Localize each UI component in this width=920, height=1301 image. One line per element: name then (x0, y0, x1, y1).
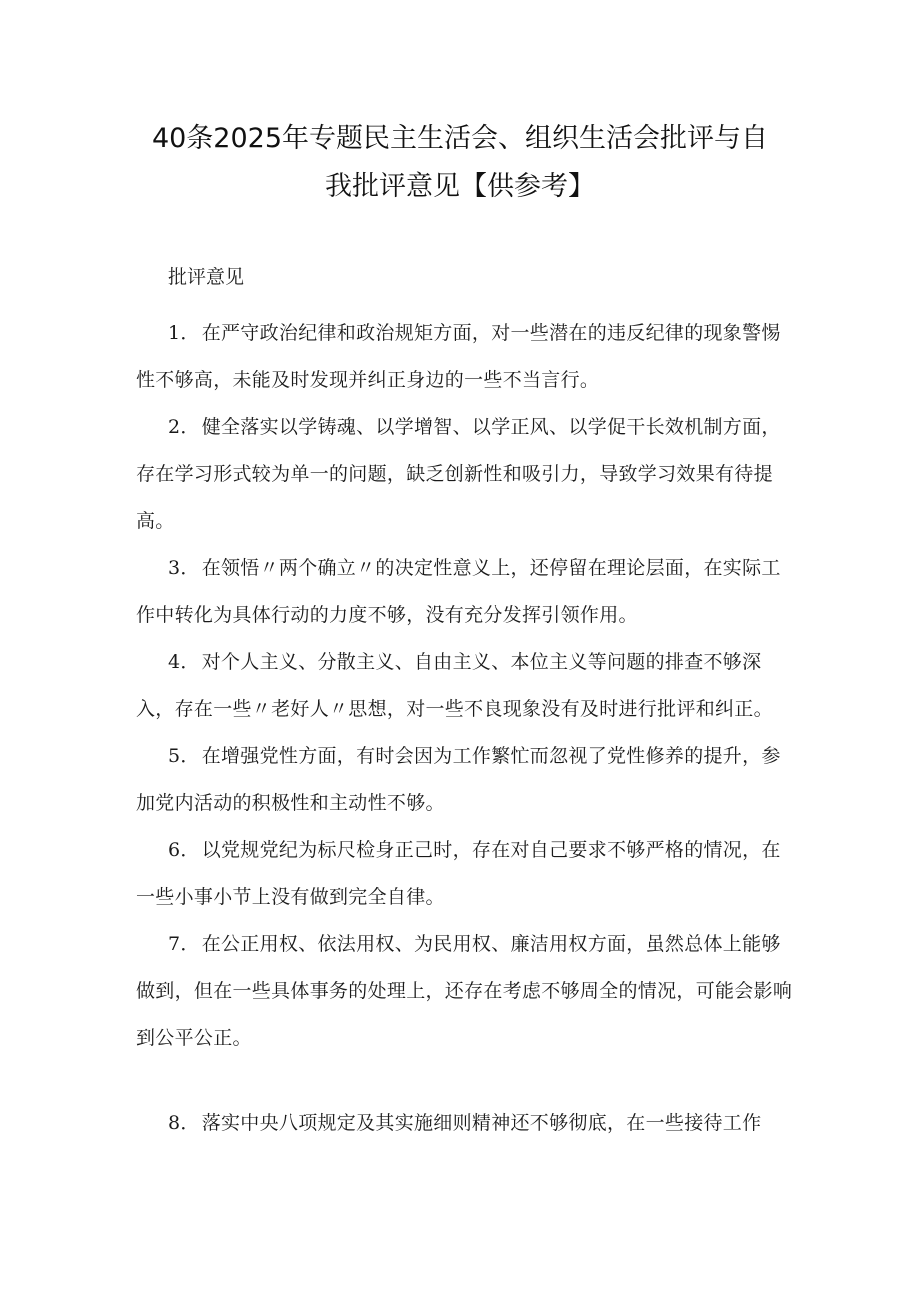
critique-item-8 (136, 1100, 796, 1147)
item-text: 以党规党纪为标尺检身正己时，存在对自己要求不够严格的情况，在一些小事小节上没有做到完全自律。 (136, 839, 781, 908)
document-title-line-1: 40条2025年专题民主生活会、组织生活会批评与自 (151, 123, 769, 154)
item-text: 在公正用权、依法用权、为民用权、廉洁用权方面，虽然总体上能够做到，但在一些具体事务的处理上，还存在考虑不够周全的情况，可能会影响到公平公正。 (136, 933, 793, 1049)
critique-item-3 (136, 545, 796, 639)
item-number: 7． (168, 933, 200, 955)
critique-item-2 (136, 404, 796, 545)
critique-item-4 (136, 639, 796, 733)
item-number: 8． (168, 1112, 200, 1134)
item-number: 4． (168, 651, 200, 673)
item-number: 3． (168, 557, 200, 579)
item-text: 在增强党性方面，有时会因为工作繁忙而忽视了党性修养的提升，参加党内活动的积极性和主动性不够。 (136, 745, 781, 814)
item-text: 在严守政治纪律和政治规矩方面，对一些潜在的违反纪律的现象警惕性不够高，未能及时发现并纠正身边的一些不当言行。 (136, 322, 781, 391)
document-title-line-2: 我批评意见【供参考】 (325, 171, 595, 202)
item-number: 6． (168, 839, 200, 861)
critique-item-1 (136, 310, 796, 404)
item-text: 对个人主义、分散主义、自由主义、本位主义等问题的排查不够深入，存在一些〃老好人〃思想，对一些不良现象没有及时进行批评和纠正。 (136, 651, 773, 720)
item-text: 落实中央八项规定及其实施细则精神还不够彻底，在一些接待工作 (201, 1112, 762, 1134)
item-number: 2． (168, 416, 200, 438)
section-heading: 批评意见 (168, 266, 245, 288)
item-number: 1． (168, 322, 200, 344)
item-text: 健全落实以学铸魂、以学增智、以学正风、以学促干长效机制方面，存在学习形式较为单一的问题，缺乏创新性和吸引力，导致学习效果有待提高。 (136, 416, 781, 532)
critique-item-5 (136, 733, 796, 827)
item-number: 5． (168, 745, 200, 767)
critique-item-7 (136, 921, 796, 1062)
item-text: 在领悟〃两个确立〃的决定性意义上，还停留在理论层面，在实际工作中转化为具体行动的力度不够，没有充分发挥引领作用。 (136, 557, 781, 626)
critique-item-6 (136, 827, 796, 921)
